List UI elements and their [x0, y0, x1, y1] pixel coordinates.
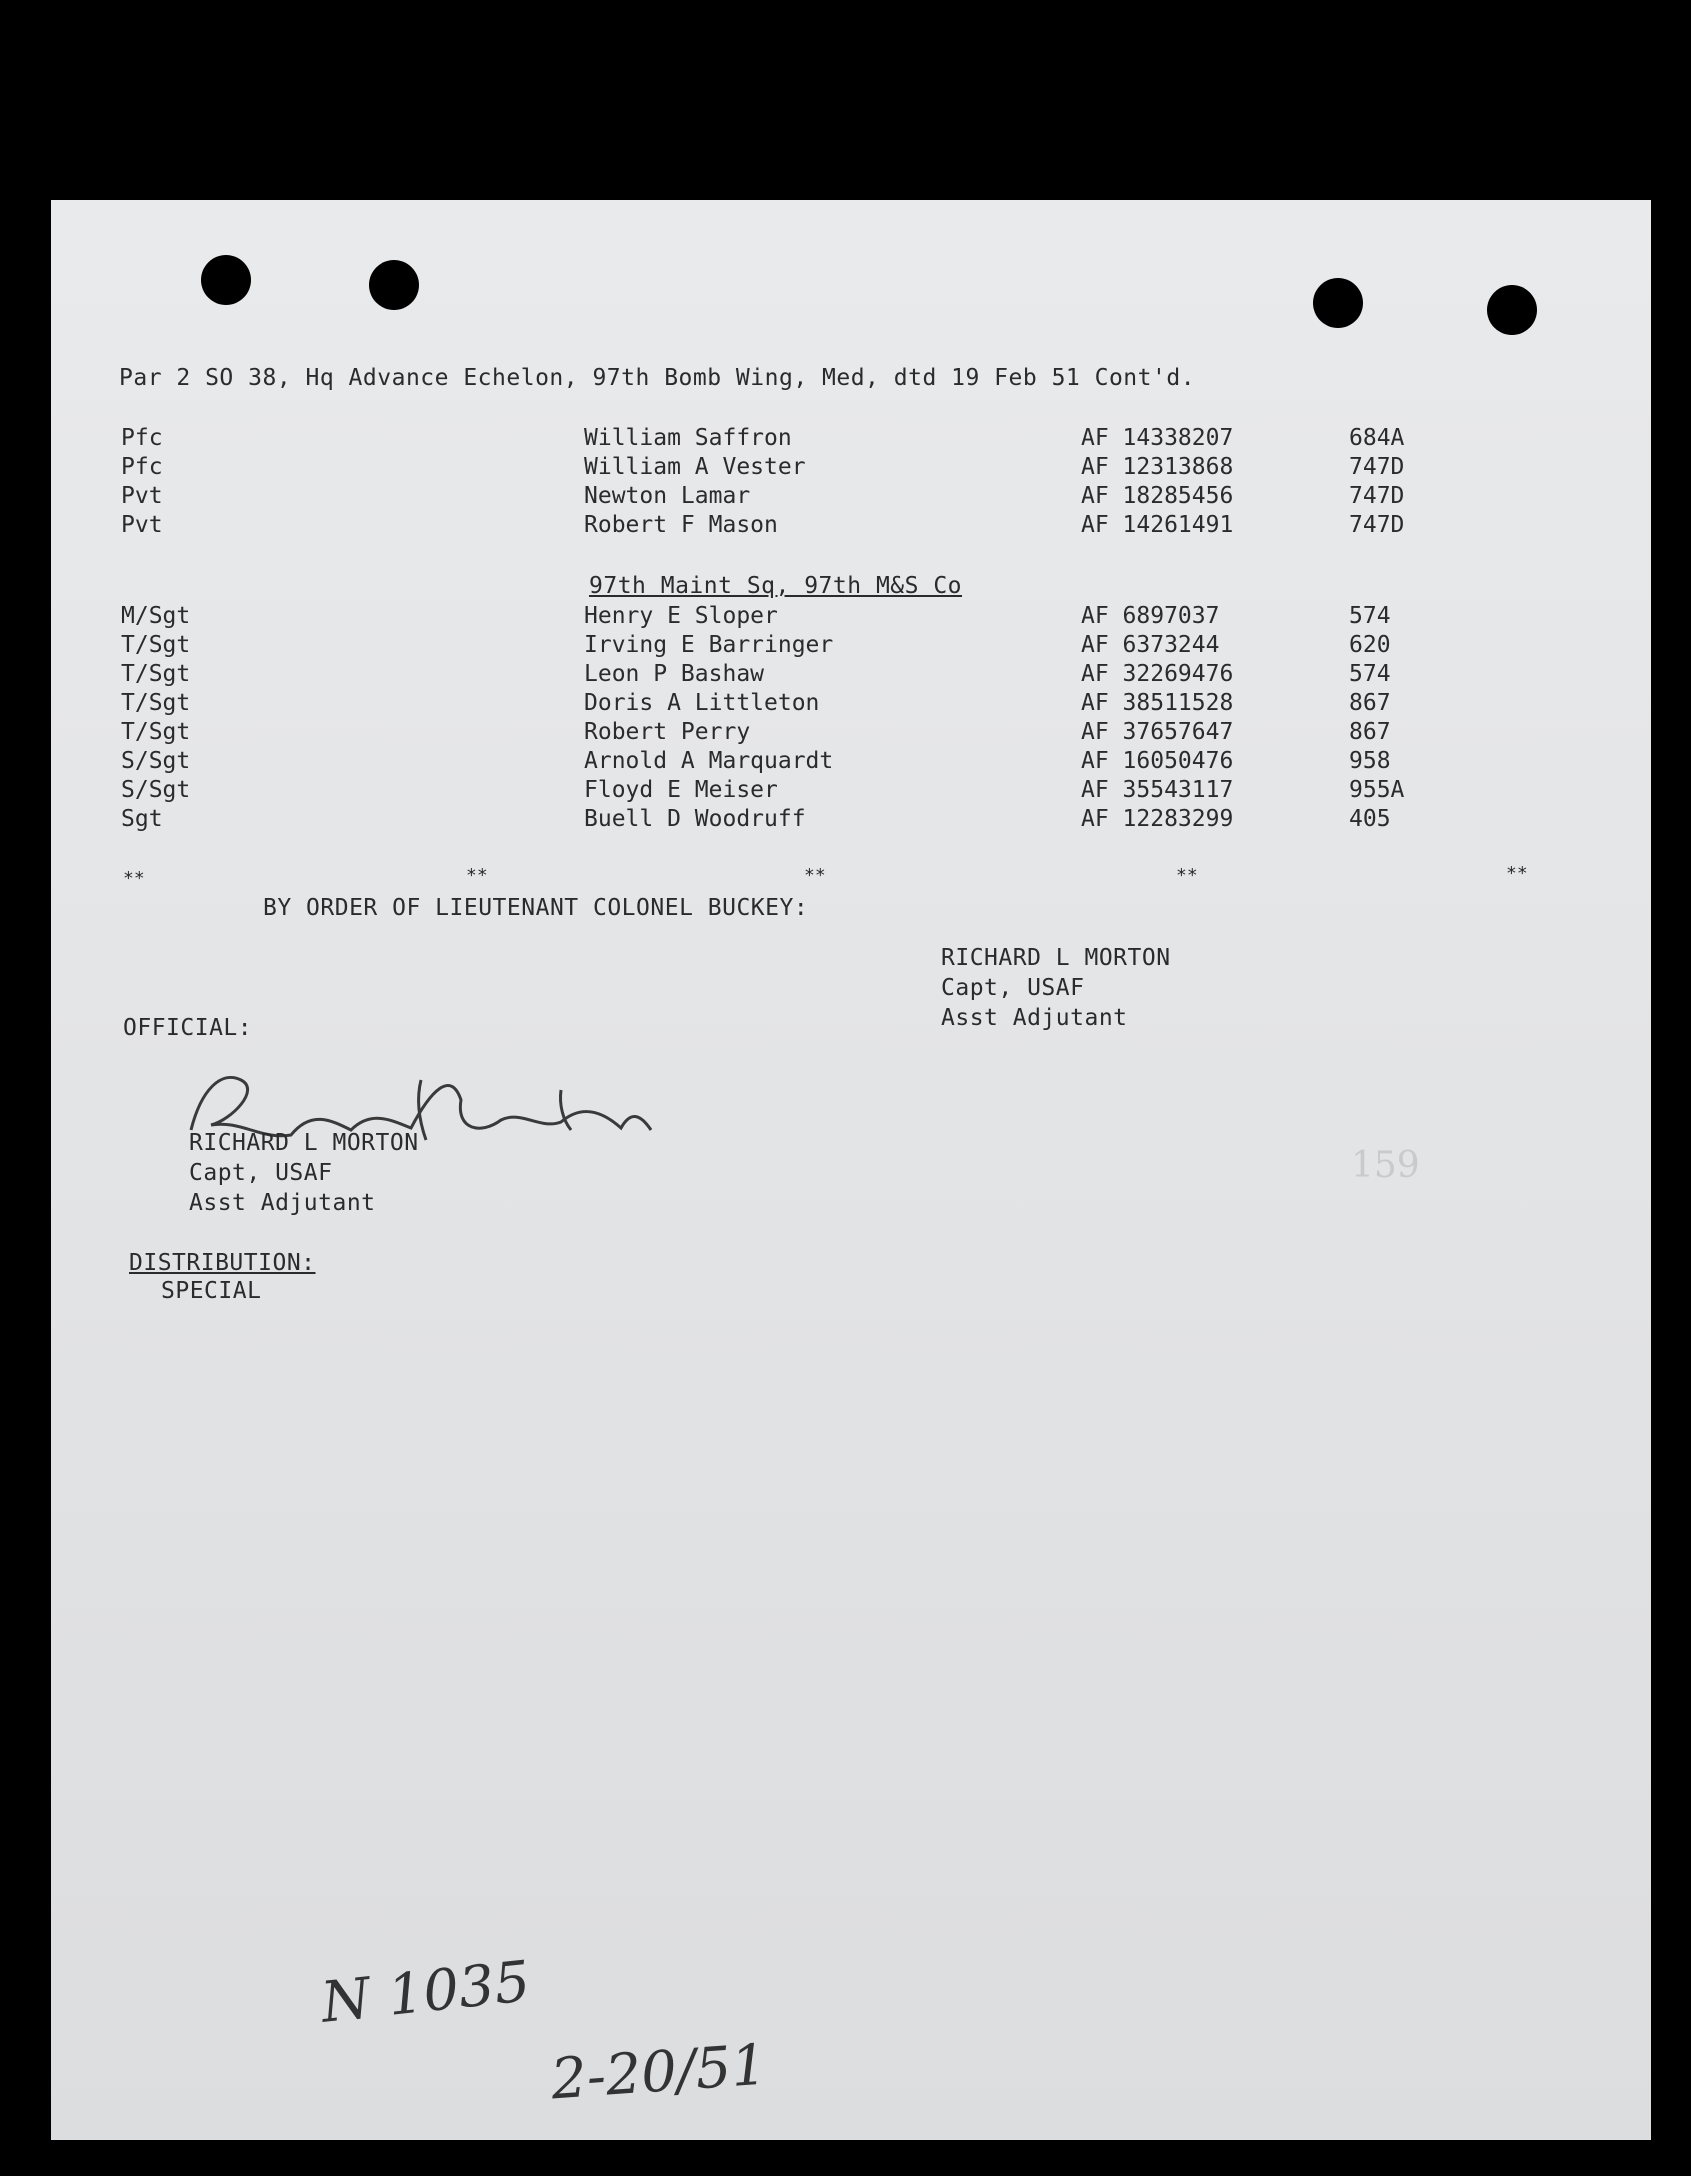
separator-mark: ** [466, 865, 488, 886]
code-cell: 867 [1349, 690, 1391, 716]
rank-cell: T/Sgt [121, 661, 191, 687]
serial-cell: AF 16050476 [1081, 748, 1234, 774]
name-cell: Arnold A Marquardt [584, 748, 834, 774]
rank-cell: T/Sgt [121, 632, 191, 658]
name-cell: Robert Perry [584, 719, 751, 745]
name-cell: Leon P Bashaw [584, 661, 765, 687]
document-page [51, 200, 1651, 2140]
official-name: RICHARD L MORTON [189, 1130, 419, 1156]
rank-cell: T/Sgt [121, 690, 191, 716]
code-cell: 747D [1349, 512, 1405, 538]
official-role: Asst Adjutant [189, 1190, 376, 1216]
name-cell: Doris A Littleton [584, 690, 820, 716]
punch-hole [1487, 285, 1537, 335]
serial-cell: AF 6373244 [1081, 632, 1220, 658]
rank-cell: Pfc [121, 454, 163, 480]
name-cell: Floyd E Meiser [584, 777, 778, 803]
code-cell: 747D [1349, 483, 1405, 509]
name-cell: Irving E Barringer [584, 632, 834, 658]
official-title: Capt, USAF [189, 1160, 333, 1186]
serial-cell: AF 37657647 [1081, 719, 1234, 745]
by-order-line: BY ORDER OF LIEUTENANT COLONEL BUCKEY: [263, 895, 809, 921]
serial-cell: AF 6897037 [1081, 603, 1220, 629]
official-label: OFFICIAL: [123, 1015, 253, 1041]
serial-cell: AF 18285456 [1081, 483, 1234, 509]
rank-cell: Pvt [121, 512, 163, 538]
code-cell: 405 [1349, 806, 1391, 832]
code-cell: 958 [1349, 748, 1391, 774]
serial-cell: AF 12283299 [1081, 806, 1234, 832]
handwritten-date: 2-20/51 [548, 2032, 769, 2113]
separator-mark: ** [1176, 865, 1198, 886]
code-cell: 747D [1349, 454, 1405, 480]
distribution-label: DISTRIBUTION: [129, 1250, 316, 1276]
serial-cell: AF 35543117 [1081, 777, 1234, 803]
rank-cell: Pvt [121, 483, 163, 509]
unit-heading: 97th Maint Sq, 97th M&S Co [589, 573, 963, 599]
separator-mark: ** [123, 868, 145, 889]
name-cell: William A Vester [584, 454, 806, 480]
punch-hole [1313, 278, 1363, 328]
code-cell: 955A [1349, 777, 1405, 803]
code-cell: 867 [1349, 719, 1391, 745]
rank-cell: M/Sgt [121, 603, 191, 629]
rank-cell: S/Sgt [121, 777, 191, 803]
code-cell: 684A [1349, 425, 1405, 451]
handwritten-number: N 1035 [318, 1949, 534, 2036]
name-cell: William Saffron [584, 425, 792, 451]
code-cell: 574 [1349, 603, 1391, 629]
distribution-value: SPECIAL [161, 1278, 262, 1304]
name-cell: Newton Lamar [584, 483, 751, 509]
punch-hole [369, 260, 419, 310]
serial-cell: AF 32269476 [1081, 661, 1234, 687]
serial-cell: AF 38511528 [1081, 690, 1234, 716]
page-number-stamp: 159 [1351, 1145, 1420, 1186]
order-heading: Par 2 SO 38, Hq Advance Echelon, 97th Bomb Wing, Med, dtd 19 Feb 51 Cont'd. [119, 365, 1196, 391]
code-cell: 574 [1349, 661, 1391, 687]
serial-cell: AF 14261491 [1081, 512, 1234, 538]
signer-name: RICHARD L MORTON [941, 945, 1171, 971]
rank-cell: Sgt [121, 806, 163, 832]
name-cell: Robert F Mason [584, 512, 778, 538]
signer-role: Asst Adjutant [941, 1005, 1128, 1031]
separator-mark: ** [1506, 863, 1528, 884]
punch-hole [201, 255, 251, 305]
rank-cell: S/Sgt [121, 748, 191, 774]
serial-cell: AF 14338207 [1081, 425, 1234, 451]
signer-title: Capt, USAF [941, 975, 1085, 1001]
rank-cell: Pfc [121, 425, 163, 451]
rank-cell: T/Sgt [121, 719, 191, 745]
serial-cell: AF 12313868 [1081, 454, 1234, 480]
code-cell: 620 [1349, 632, 1391, 658]
name-cell: Buell D Woodruff [584, 806, 806, 832]
name-cell: Henry E Sloper [584, 603, 778, 629]
separator-mark: ** [804, 865, 826, 886]
